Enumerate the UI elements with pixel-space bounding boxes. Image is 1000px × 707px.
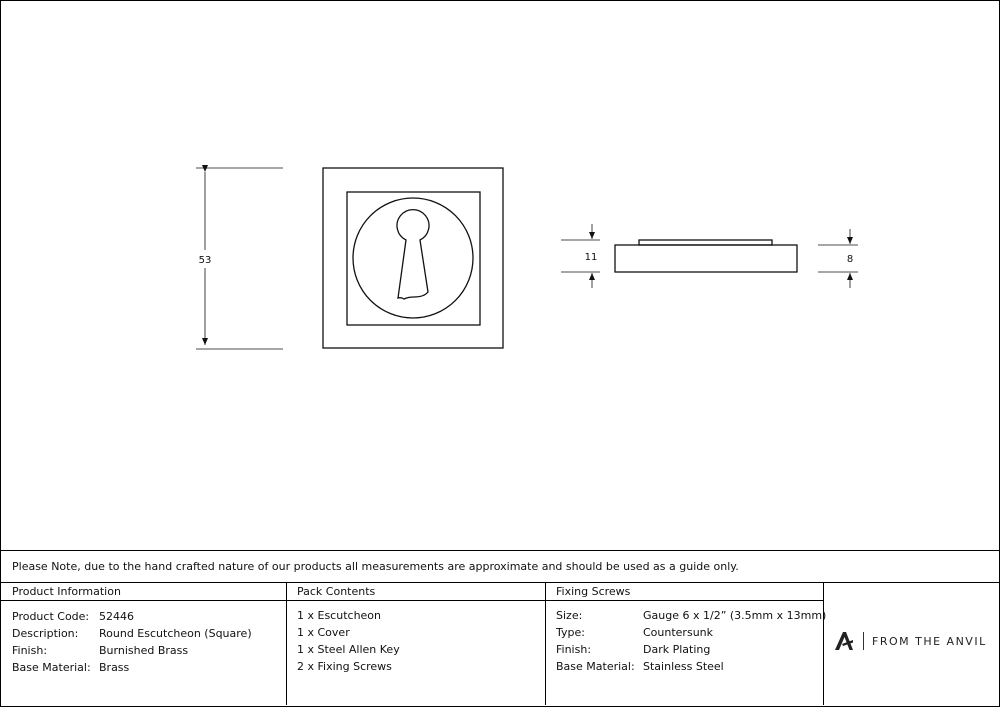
column-divider-1 [286, 582, 287, 705]
pack-contents-list [297, 607, 400, 675]
inner-square-recess [347, 192, 480, 325]
brand-logo [833, 630, 987, 652]
fixing-screws-label: Base Material: [556, 660, 635, 673]
fixing-screws-value: Gauge 6 x 1/2” (3.5mm x 13mm) [643, 609, 827, 622]
product-info-label: Product Code: [12, 610, 90, 623]
pack-contents-item: 1 x Steel Allen Key [297, 643, 400, 656]
fixing-screws-label: Size: [556, 609, 583, 622]
fixing-screws-row [556, 607, 826, 624]
fixing-screws-title: Fixing Screws [556, 585, 631, 598]
outer-square-plate [323, 168, 503, 348]
pack-contents-item: 1 x Cover [297, 626, 350, 639]
round-rose [353, 198, 473, 318]
fixing-screws-value: Dark Plating [643, 643, 711, 656]
side-view [615, 240, 797, 272]
front-view [323, 168, 503, 348]
fixing-screws-label: Type: [556, 626, 585, 639]
product-info-label: Description: [12, 627, 79, 640]
keyhole-shape [397, 210, 429, 299]
pack-contents-title: Pack Contents [297, 585, 376, 598]
fixing-screws-row [556, 641, 826, 658]
pack-contents-item: 1 x Escutcheon [297, 609, 382, 622]
brand-wordmark: FROM THE ANVIL [872, 634, 987, 648]
product-info-value: Brass [99, 661, 130, 674]
anvil-a-logo-icon [833, 630, 855, 652]
side-base-plate [615, 245, 797, 272]
product-info-title: Product Information [12, 585, 121, 598]
header-divider [0, 600, 824, 601]
product-info-label: Finish: [12, 644, 48, 657]
product-info-table [12, 608, 252, 676]
fixing-screws-table [556, 607, 826, 675]
fixing-screws-value: Stainless Steel [643, 660, 724, 673]
height-dimension-label: 53 [198, 255, 212, 266]
fixing-screws-row [556, 658, 826, 675]
fixing-screws-label: Finish: [556, 643, 592, 656]
product-info-row [12, 659, 252, 676]
note-divider [0, 582, 1000, 583]
fixing-screws-value: Countersunk [643, 626, 714, 639]
product-info-label: Base Material: [12, 661, 91, 674]
side-total-dimension-label: 11 [584, 252, 598, 263]
pack-contents-item: 2 x Fixing Screws [297, 660, 392, 673]
fixing-screws-row [556, 624, 826, 641]
side-base-dimension-label: 8 [846, 254, 854, 265]
product-info-row [12, 608, 252, 625]
product-info-value: 52446 [99, 610, 134, 623]
product-info-value: Burnished Brass [99, 644, 189, 657]
side-rose-profile [639, 240, 772, 245]
title-block-top-rule [0, 550, 1000, 551]
product-info-row [12, 642, 252, 659]
logo-separator [863, 632, 864, 650]
product-info-value: Round Escutcheon (Square) [99, 627, 252, 640]
measurement-note: Please Note, due to the hand crafted nature of our products all measurements are approximate and should be used as a guide only. [12, 560, 739, 573]
column-divider-2 [545, 582, 546, 705]
product-info-row [12, 625, 252, 642]
